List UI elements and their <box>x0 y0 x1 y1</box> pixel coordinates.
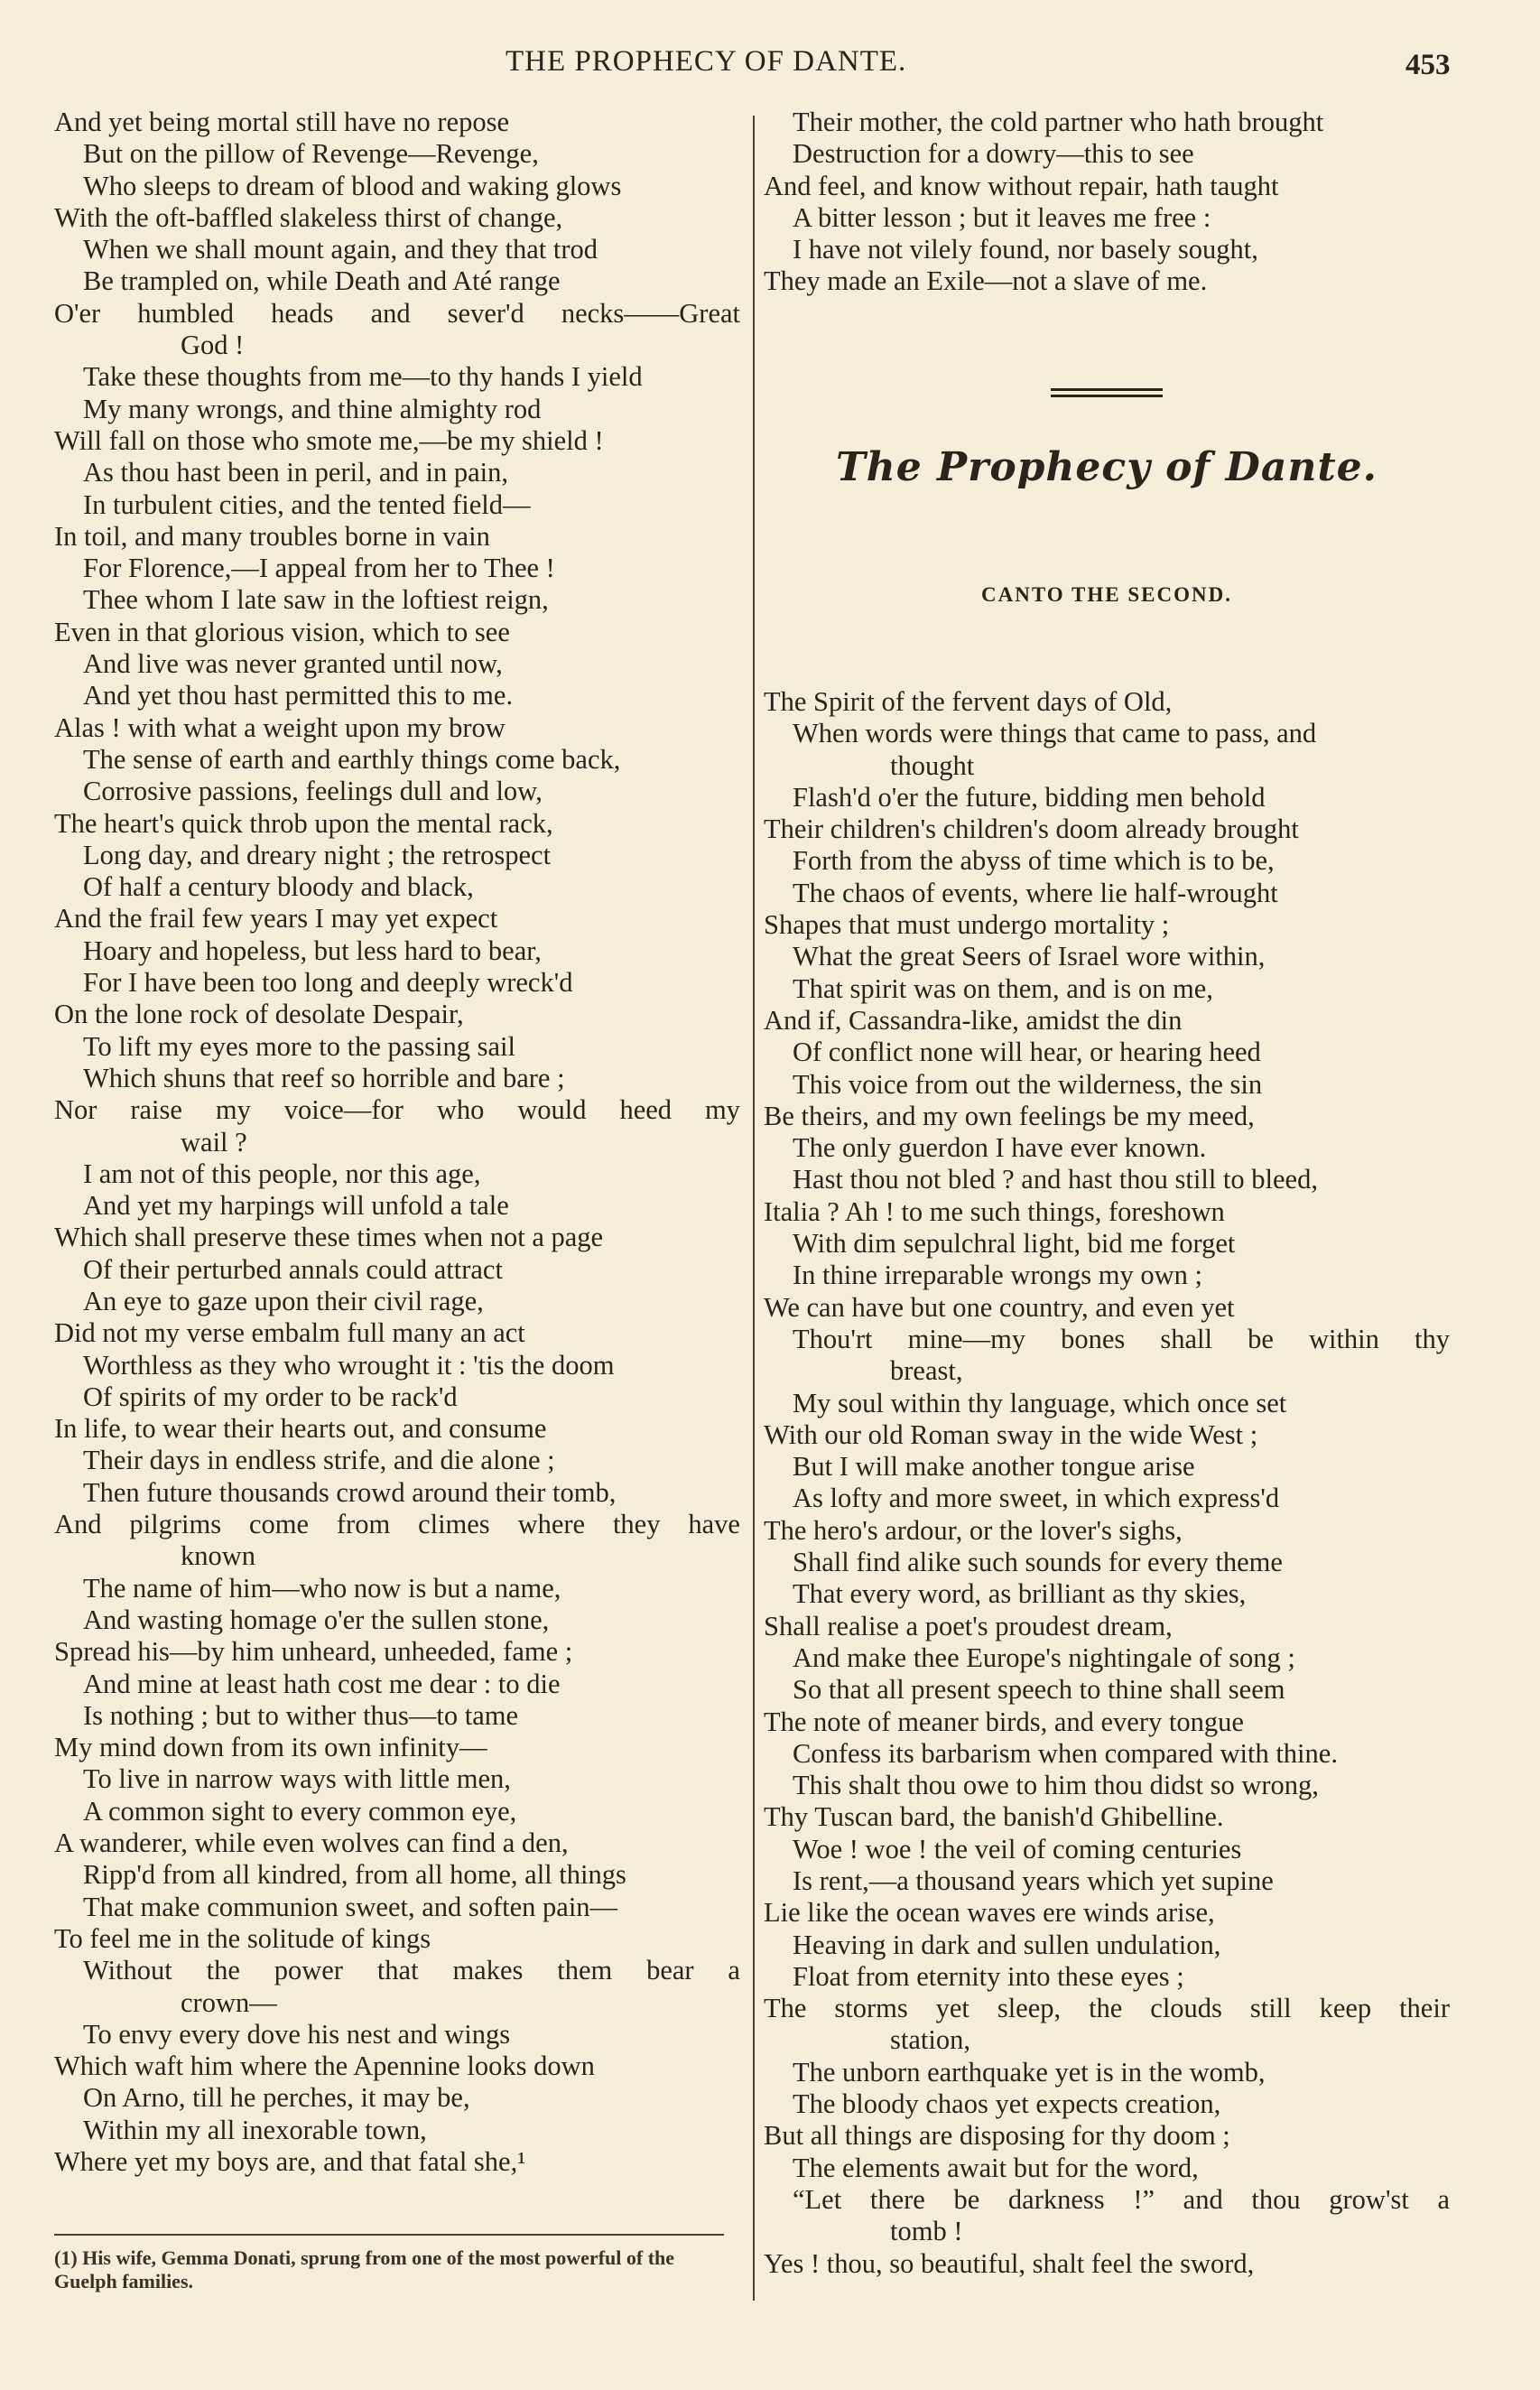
canto-subtitle: CANTO THE SECOND. <box>981 583 1232 606</box>
footnote-text: His wife, Gemma Donati, sprung from one of the most powerful of the Guelph families. <box>54 2246 675 2292</box>
verse-line: God ! <box>181 330 245 361</box>
verse-line: And make thee Europe's nightingale of song ; <box>793 1641 1295 1673</box>
column-divider <box>753 116 755 2301</box>
footnote-marker: (1) <box>54 2246 78 2269</box>
verse-line: Within my all inexorable town, <box>83 2114 427 2145</box>
verse-line: This voice from out the wilderness, the sin <box>793 1068 1263 1100</box>
verse-line: wail ? <box>181 1126 247 1158</box>
verse-line: That every word, as brilliant as thy skies, <box>793 1578 1247 1610</box>
page-number: 453 <box>1405 49 1451 81</box>
verse-line: To lift my eyes more to the passing sail <box>83 1030 516 1062</box>
verse-line: My soul within thy language, which once set <box>793 1387 1287 1418</box>
verse-line: For Florence,—I appeal from her to Thee ! <box>83 553 555 584</box>
verse-line: A bitter lesson ; but it leaves me free : <box>793 201 1211 233</box>
canto-title: The Prophecy of Dante. <box>836 444 1378 490</box>
verse-line: The elements await but for the word, <box>793 2152 1199 2183</box>
verse-line: And live was never granted until now, <box>83 648 503 680</box>
verse-line: In thine irreparable wrongs my own ; <box>793 1260 1202 1291</box>
verse-line: To envy every dove his nest and wings <box>83 2018 511 2050</box>
verse-line: Is rent,—a thousand years which yet supine <box>793 1865 1274 1896</box>
verse-line: And the frail few years I may yet expect <box>54 903 498 935</box>
verse-line: Be theirs, and my own feelings be my meed, <box>764 1100 1255 1131</box>
verse-line: tomb ! <box>890 2216 963 2247</box>
verse-line: Ripp'd from all kindred, from all home, all things <box>83 1859 626 1891</box>
verse-line: Float from eternity into these eyes ; <box>793 1960 1184 1992</box>
verse-line: On the lone rock of desolate Despair, <box>54 999 464 1030</box>
verse-line: And wasting homage o'er the sullen stone, <box>83 1604 550 1635</box>
verse-line: When words were things that came to pass, and <box>793 718 1317 749</box>
verse-line: But I will make another tongue arise <box>793 1451 1195 1483</box>
verse-line: crown— <box>181 1986 277 2018</box>
verse-line: And if, Cassandra-like, amidst the din <box>764 1004 1183 1036</box>
verse-line: Flash'd o'er the future, bidding men behold <box>793 781 1266 813</box>
verse-line: The name of him—who now is but a name, <box>83 1572 561 1604</box>
verse-line: Which shuns that reef so horrible and bare ; <box>83 1062 565 1093</box>
verse-line: They made an Exile—not a slave of me. <box>764 265 1208 297</box>
verse-line: To live in narrow ways with little men, <box>83 1763 511 1795</box>
verse-line: Shapes that must undergo mortality ; <box>764 909 1170 941</box>
verse-line: Their mother, the cold partner who hath brought <box>793 107 1324 137</box>
verse-line: That spirit was on them, and is on me, <box>793 972 1213 1004</box>
verse-line: In toil, and many troubles borne in vain <box>54 520 490 552</box>
verse-line: And pilgrims come from climes where they have <box>54 1509 740 1540</box>
verse-line: Thou'rt mine—my bones shall be within thy <box>793 1323 1450 1354</box>
verse-line: Without the power that makes them bear a <box>83 1955 740 1986</box>
verse-line: My many wrongs, and thine almighty rod <box>83 393 542 424</box>
verse-line: Spread his—by him unheard, unheeded, fame ; <box>54 1636 573 1668</box>
verse-line: The sense of earth and earthly things come back, <box>83 743 621 775</box>
verse-line: As thou hast been in peril, and in pain, <box>83 457 508 488</box>
verse-line: breast, <box>890 1355 963 1387</box>
verse-line: A common sight to every common eye, <box>83 1795 517 1827</box>
verse-line: The chaos of events, where lie half-wrought <box>793 877 1278 908</box>
verse-line: Lie like the ocean waves ere winds arise, <box>764 1897 1215 1929</box>
verse-line: Heaving in dark and sullen undulation, <box>793 1929 1221 1960</box>
verse-line: Of their perturbed annals could attract <box>83 1253 503 1285</box>
verse-line: I have not vilely found, nor basely sought, <box>793 234 1258 265</box>
verse-line: This shalt thou owe to him thou didst so wrong, <box>793 1770 1319 1801</box>
right-column-top <box>764 107 1450 298</box>
verse-line: Shall realise a poet's proudest dream, <box>764 1610 1173 1641</box>
verse-line: As lofty and more sweet, in which express'd <box>793 1483 1280 1514</box>
verse-line: And yet being mortal still have no repose <box>54 107 509 137</box>
verse-line: Hoary and hopeless, but less hard to bear, <box>83 935 542 966</box>
verse-line: Even in that glorious vision, which to see <box>54 616 510 647</box>
verse-line: And feel, and know without repair, hath taught <box>764 170 1279 201</box>
verse-line: But all things are disposing for thy doom ; <box>764 2120 1230 2152</box>
verse-line: Be trampled on, while Death and Até range <box>83 265 561 297</box>
verse-line: Of spirits of my order to be rack'd <box>83 1381 458 1412</box>
verse-line: Thy Tuscan bard, the banish'd Ghibelline. <box>764 1801 1224 1833</box>
verse-line: And yet my harpings will unfold a tale <box>83 1190 509 1222</box>
verse-line: Will fall on those who smote me,—be my shield ! <box>54 424 604 456</box>
verse-line: Which shall preserve these times when not a page <box>54 1222 604 1253</box>
verse-line: Destruction for a dowry—this to see <box>793 138 1194 170</box>
verse-line: The Spirit of the fervent days of Old, <box>764 686 1173 717</box>
verse-line: For I have been too long and deeply wreck'd <box>83 967 573 999</box>
verse-line: Shall find alike such sounds for every theme <box>793 1547 1283 1578</box>
verse-line: An eye to gaze upon their civil rage, <box>83 1285 484 1316</box>
verse-line: But on the pillow of Revenge—Revenge, <box>83 138 539 170</box>
verse-line: So that all present speech to thine shall seem <box>793 1674 1285 1706</box>
verse-line: The heart's quick throb upon the mental rack, <box>54 807 553 839</box>
verse-line: A wanderer, while even wolves can find a den, <box>54 1827 569 1859</box>
verse-line: Did not my verse embalm full many an act <box>54 1317 525 1349</box>
verse-line: Their children's children's doom already brought <box>764 814 1299 845</box>
verse-line: Alas ! with what a weight upon my brow <box>54 711 506 743</box>
verse-line: Who sleeps to dream of blood and waking glows <box>83 170 622 201</box>
verse-line: Woe ! woe ! the veil of coming centuries <box>793 1833 1242 1865</box>
verse-line: When we shall mount again, and they that trod <box>83 234 598 265</box>
verse-line: Their days in endless strife, and die alone ; <box>83 1445 555 1476</box>
verse-line: And yet thou hast permitted this to me. <box>83 680 514 711</box>
verse-line: I am not of this people, nor this age, <box>83 1158 481 1189</box>
verse-line: In turbulent cities, and the tented field— <box>83 488 531 520</box>
verse-line: Which waft him where the Apennine looks down <box>54 2051 595 2082</box>
verse-line: O'er humbled heads and sever'd necks——Great <box>54 297 740 329</box>
verse-line: Take these thoughts from me—to thy hands I yield <box>83 361 643 393</box>
right-column-bottom <box>764 686 1450 2280</box>
verse-line: Italia ? Ah ! to me such things, foreshown <box>764 1195 1225 1227</box>
verse-line: Confess its barbarism when compared with thine. <box>793 1737 1338 1769</box>
verse-line: Worthless as they who wrought it : 'tis the doom <box>83 1349 615 1381</box>
verse-line: Then future thousands crowd around their tomb, <box>83 1476 617 1508</box>
page-header <box>0 45 1540 87</box>
left-column <box>54 107 740 2178</box>
verse-line: Hast thou not bled ? and hast thou still to bleed, <box>793 1164 1318 1195</box>
verse-line: On Arno, till he perches, it may be, <box>83 2082 470 2114</box>
verse-line: What the great Seers of Israel wore within, <box>793 941 1266 972</box>
section-divider <box>1051 388 1163 401</box>
verse-line: The unborn earthquake yet is in the womb, <box>793 2056 1266 2088</box>
verse-line: With the oft-baffled slakeless thirst of change, <box>54 201 563 233</box>
footnote-rule <box>54 2234 724 2236</box>
verse-line: The note of meaner birds, and every tongue <box>764 1706 1244 1737</box>
running-title: THE PROPHECY OF DANTE. <box>506 45 907 78</box>
verse-line: And mine at least hath cost me dear : to die <box>83 1668 561 1699</box>
verse-line: To feel me in the solitude of kings <box>54 1922 431 1954</box>
verse-line: Long day, and dreary night ; the retrospect <box>83 839 552 870</box>
verse-line: Of half a century bloody and black, <box>83 871 474 903</box>
verse-line: Thee whom I late saw in the loftiest reign, <box>83 584 549 616</box>
verse-line: Is nothing ; but to wither thus—to tame <box>83 1699 519 1731</box>
verse-line: Forth from the abyss of time which is to be, <box>793 845 1275 877</box>
verse-line: “Let there be darkness !” and thou grow'st a <box>793 2183 1450 2215</box>
verse-line: Of conflict none will hear, or hearing heed <box>793 1037 1261 1068</box>
verse-line: Corrosive passions, feelings dull and low, <box>83 776 543 807</box>
verse-line: known <box>181 1540 256 1572</box>
verse-line: The only guerdon I have ever known. <box>793 1132 1207 1164</box>
verse-line: That make communion sweet, and soften pain— <box>83 1891 618 1922</box>
verse-line: In life, to wear their hearts out, and consume <box>54 1413 547 1445</box>
verse-line: Nor raise my voice—for who would heed my <box>54 1094 740 1126</box>
verse-line: With dim sepulchral light, bid me forget <box>793 1228 1236 1260</box>
verse-line: The storms yet sleep, the clouds still keep their <box>764 1993 1450 2024</box>
verse-line: The bloody chaos yet expects creation, <box>793 2088 1221 2120</box>
footnote <box>54 2246 740 2293</box>
verse-line: The hero's ardour, or the lover's sighs, <box>764 1514 1183 1546</box>
verse-line: station, <box>890 2024 970 2056</box>
verse-line: My mind down from its own infinity— <box>54 1732 487 1763</box>
verse-line: Where yet my boys are, and that fatal she,¹ <box>54 2146 526 2177</box>
verse-line: With our old Roman sway in the wide West ; <box>764 1418 1258 1450</box>
verse-line: Yes ! thou, so beautiful, shalt feel the sword, <box>764 2247 1255 2279</box>
verse-line: We can have but one country, and even yet <box>764 1291 1235 1323</box>
verse-line: thought <box>890 749 975 781</box>
